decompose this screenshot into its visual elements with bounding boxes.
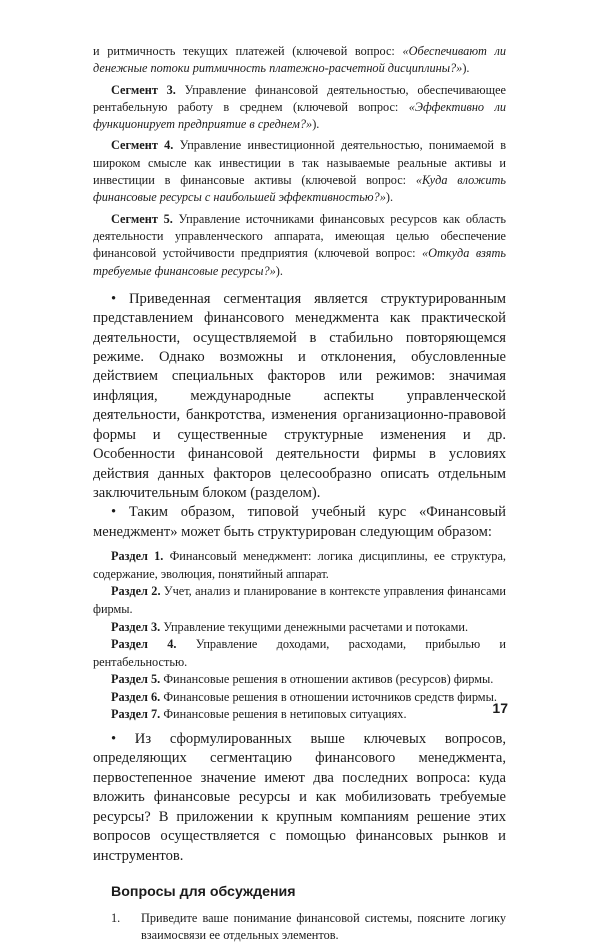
text-run: ).	[385, 190, 394, 205]
section-text: Финансовые решения в нетиповых ситуациях.	[160, 707, 407, 722]
key-question: «Куда вложить финансовые ресурсы с наибольшей эффективностью?»	[93, 173, 507, 205]
segment-label: Сегмент 5.	[111, 211, 173, 226]
section-label: Раздел 2.	[111, 584, 161, 599]
section-label: Раздел 3.	[111, 619, 161, 634]
sections-list	[93, 548, 506, 724]
text-run: и ритмичность текущих платежей (ключевой вопрос:	[93, 44, 403, 58]
page-content	[93, 43, 506, 944]
segment-5	[93, 211, 506, 280]
section-text: Управление доходами, расходами, прибылью и рентабельностью.	[93, 637, 506, 669]
segment-text: Управление инвестиционной деятельностью, понимаемой в широком смысле как инвестиции в так называемые реальные активы и инвестиции в финансовые активы (ключевой вопрос:	[93, 138, 506, 188]
section-text: Финансовый менеджмент: логика дисциплины, ее структура, содержание, эволюция, понятийный аппарат.	[93, 549, 506, 581]
discussion-heading: Вопросы для обсуждения	[111, 883, 296, 900]
section-text: Управление текущими денежными расчетами и потоками.	[160, 619, 469, 634]
segment-3	[93, 82, 506, 134]
segment-text: Управление источниками финансовых ресурсов как область деятельности управленческого аппарата, имеющая целью обеспечение финансовой устойчивости предприятия (ключевой вопрос:	[93, 211, 506, 261]
section-label: Раздел 4.	[111, 637, 177, 652]
section-label: Раздел 1.	[111, 549, 164, 564]
text-run: ).	[312, 117, 320, 132]
section-label: Раздел 5.	[111, 672, 161, 687]
section-item	[93, 548, 506, 583]
body-paragraph-course: • Таким образом, типовой учебный курс «Финансовый менеджмент» может быть структурирован следующим образом:	[93, 504, 506, 540]
segment-text: Управление финансовой деятельностью, обеспечивающее рентабельную работу в среднем (ключевой вопрос:	[93, 82, 507, 114]
section-item	[93, 706, 506, 724]
body-paragraph-segmentation: • Приведенная сегментация является структурированным представлением финансового менеджмента как практической деятельности, осуществляемой в стабильно повторяющемся режиме. Однако возможны и отклонения, обусловленные действием специальных факторов или режимов: значимая инфляция, международные аспекты управленческой деятельности, банкротства, изменения организационно-правовой формы и существенные структурные изменения и др. Особенности финансовой деятельности фирмы в условиях действия данных факторов целесообразно описать отдельным заключительным блоком (разделом).	[93, 290, 506, 501]
page-number: 17	[492, 700, 508, 716]
section-label: Раздел 7.	[111, 707, 161, 722]
segment-label: Сегмент 4.	[111, 138, 174, 153]
section-item	[93, 636, 506, 671]
key-question: «Эффективно ли функционирует предприятие в среднем?»	[93, 99, 506, 132]
continued-paragraph	[93, 43, 506, 78]
section-item	[93, 689, 506, 707]
question-text: Приведите ваше понимание финансовой системы, поясните логику взаимосвязи ее отдельных элементов.	[141, 910, 506, 943]
key-question: «Откуда взять требуемые финансовые ресурсы?»	[93, 246, 506, 278]
section-item	[93, 583, 506, 618]
section-item	[93, 671, 506, 689]
key-question: «Обеспечивают ли денежные потоки ритмичность платежно-расчетной дисциплины?»	[93, 44, 507, 76]
text-run: ).	[462, 61, 470, 76]
body-paragraph-key-questions: • Из сформулированных выше ключевых вопросов, определяющих сегментацию финансового менеджмента, первостепенное значение имеют два последних вопроса: куда вложить финансовые ресурсы и как мобилизовать требуемые ресурсы? В приложении к крупным компаниям решение этих вопросов осуществляется с помощью финансовых рынков и инструментов.	[93, 731, 506, 864]
segment-label: Сегмент 3.	[111, 82, 176, 97]
text-run: ).	[275, 263, 283, 278]
section-text: Финансовые решения в отношении активов (ресурсов) фирмы.	[160, 672, 494, 687]
segment-4	[93, 137, 506, 206]
discussion-question	[93, 910, 506, 944]
section-text: Финансовые решения в отношении источников средств фирмы.	[160, 689, 497, 704]
section-text: Учет, анализ и планирование в контексте управления финансами фирмы.	[93, 584, 506, 616]
section-item	[93, 619, 506, 637]
section-label: Раздел 6.	[111, 689, 161, 704]
question-number: 1.	[111, 910, 121, 925]
